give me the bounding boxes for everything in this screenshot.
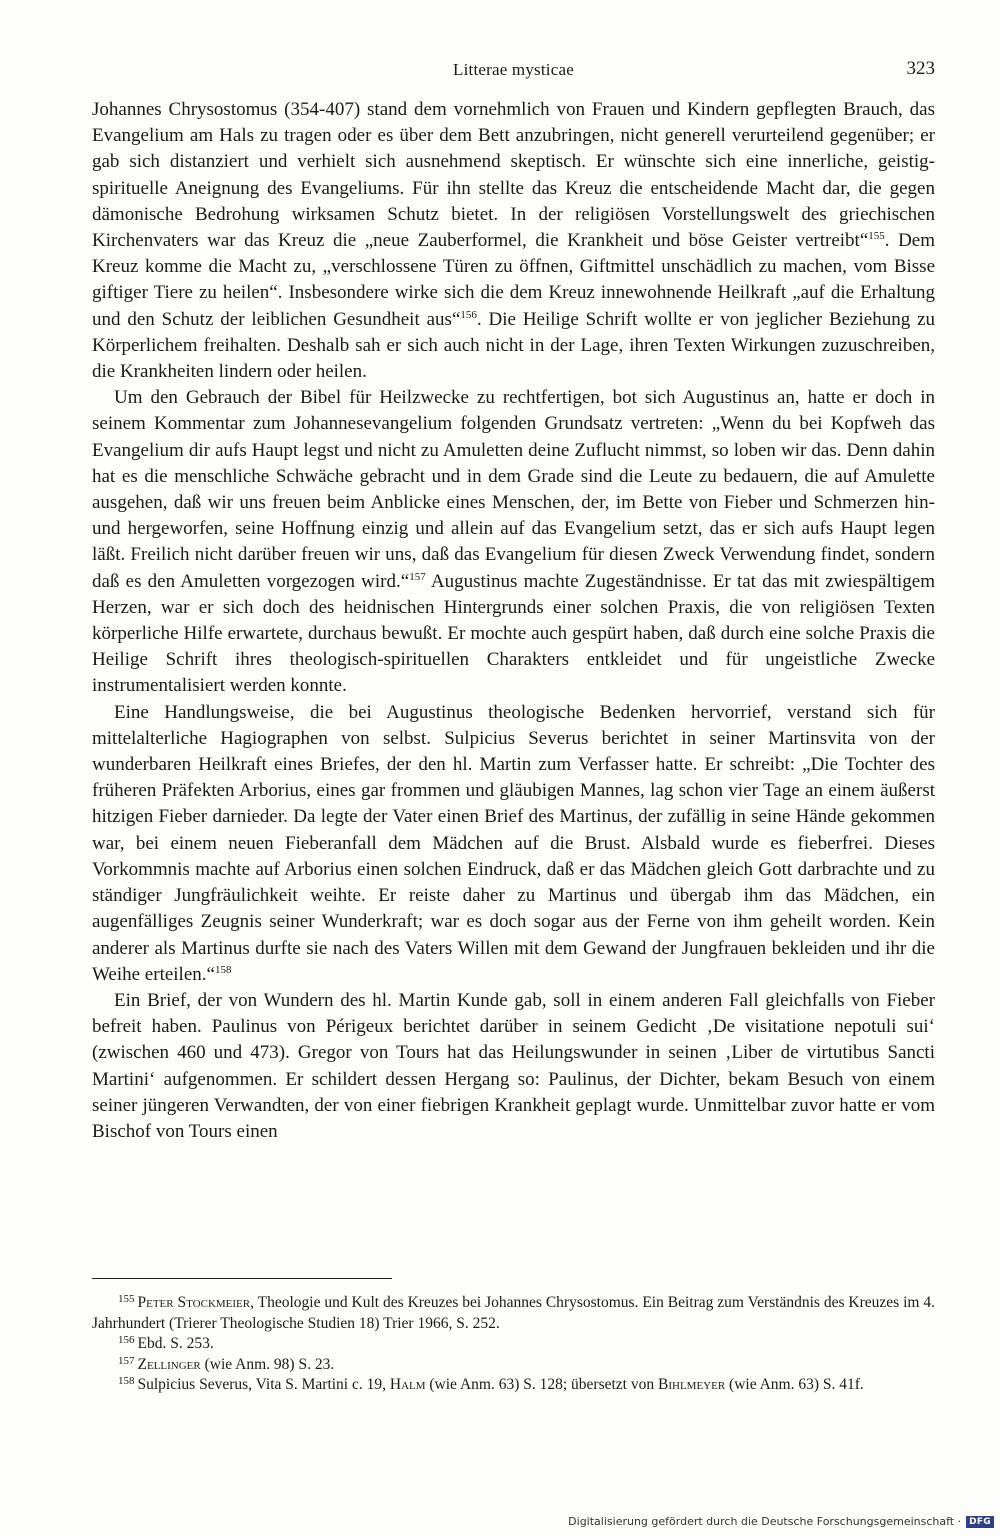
paragraph <box>92 385 935 699</box>
footnote-reference: 157 <box>409 570 426 583</box>
footnote-reference: 155 <box>868 230 885 243</box>
footnote-reference: 158 <box>214 963 232 976</box>
text-run: (wie Anm. 63) S. 41f. <box>725 1376 864 1394</box>
paragraph <box>92 97 935 385</box>
paragraph <box>92 700 935 988</box>
footnote-separator <box>92 1278 392 1279</box>
footnote <box>92 1355 935 1376</box>
text-run: Um den Gebrauch der Bibel für Heilzwecke zu rechtfertigen, bot sich Augustinus an, hatte er doch in seinem Kommentar zum Johannesevangelium folgenden Grundsatz vertreten: „Wenn du bei Kopfweh das Evangelium dir aufs Haupt legst und nicht zu Amuletten deine Zuflucht nimmst, so loben wir das. Denn dahin hat es die menschliche Schwäche gebracht und in dem Grade sind die Leute zu bedauern, die auf Amulette ausgehen, daß wir uns freuen beim Anblicke eines Menschen, der, im Bette von Fieber und Schmerzen hin- und hergeworfen, seine Hoffnung einzig und allein auf das Evangelium setzt, das er sich aufs Haupt legen läßt. Freilich nicht darüber freuen wir uns, daß das Evangelium für diesen Zweck Verwendung findet, sondern daß es den Amuletten vorgezogen wird.“ <box>92 387 935 592</box>
text-run: (wie Anm. 98) S. 23. <box>200 1355 335 1373</box>
credit-text: Digitalisierung gefördert durch die Deutsche Forschungsgemeinschaft · <box>568 1515 962 1528</box>
body-text <box>92 97 935 1145</box>
running-head <box>92 60 935 86</box>
digitization-credit <box>568 1515 994 1528</box>
text-run: Ein Brief, der von Wundern des hl. Martin Kunde gab, soll in einem anderen Fall gleichfalls von Fieber befreit haben. Paulinus von Périgeux berichtet darüber in seinem Gedicht ‚De visitatione nepotuli sui‘ (zwischen 460 und 473). Gregor von Tours hat das Heilungswunder in seinen ‚Liber de virtutibus Sancti Martini‘ aufgenommen. Er schildert dessen Hergang so: Paulinus, der Dichter, bekam Besuch von einem seiner jüngeren Verwandten, der von einer fiebrigen Krankheit geplagt wurde. Unmittelbar zuvor hatte er vom Bischof von Tours einen <box>92 989 935 1142</box>
paragraph <box>92 988 935 1145</box>
footnote-number: 158 <box>118 1375 135 1388</box>
footnote-reference: 156 <box>460 308 477 321</box>
author-name: Halm <box>389 1376 426 1394</box>
footnote-number: 155 <box>118 1293 135 1305</box>
page-number: 323 <box>906 58 935 79</box>
footnote-number: 156 <box>118 1334 135 1347</box>
text-run: Eine Handlungsweise, die bei Augustinus theologische Bedenken hervorrief, verstand sich für mittelalterliche Hagiographen von selbst. Sulpicius Severus berichtet in seiner Martinsvita von der wunderbaren Heilkraft eines Briefes, der den hl. Martin zum Verfasser hatte. Er schreibt: „Die Tochter des früheren Präfekten Arborius, eines gar frommen und gläubigen Mannes, lag schon vier Tage an einem äußerst hitzigen Fieber darnieder. Da legte der Vater einen Brief des Martinus, der zufällig in seine Hände gekommen war, bei einem neuen Fieberanfall dem Mädchen auf die Brust. Alsbald wurde es fieberfrei. Dieses Vorkommnis machte auf Arborius einen solchen Eindruck, daß er das Mädchen gleich Gott darbrachte und zu ständiger Jungfräulichkeit weihte. Er reiste daher zu Martinus und übergab ihm das Mädchen, ein augenfälliges Zeugnis seiner Wunderkraft; war es doch sogar aus der Ferne von ihm geheilt worden. Kein anderer als Martinus durfte sie nach des Vaters Willen mit dem Gewand der Jungfrauen bekleiden und ihr die Weihe erteilen.“ <box>92 701 935 985</box>
text-run: . Dem Kreuz komme die Macht zu, „verschlossene Türen zu öffnen, Giftmittel unschädlich zu machen, vom Bisse giftiger Tiere zu heilen“. Insbesondere wirke sich die dem Kreuz innewohnende Heilkraft „auf die Erhaltung und den Schutz der leiblichen Gesundheit aus“ <box>92 230 935 330</box>
author-name: Peter Stockmeier <box>137 1294 251 1311</box>
footnote <box>92 1293 935 1334</box>
text-run: Augustinus machte Zugeständnisse. Er tat das mit zwiespältigem Herzen, war er sich doch des heidnischen Hintergrunds einer solchen Praxis, die von religiösen Texten körperliche Hilfe erwartete, durchaus bewußt. Er mochte auch gespürt haben, daß durch eine solche Praxis die Heilige Schrift ihres theologisch-spirituellen Charakters entkleidet und für ungeistliche Zwecke instrumentalisiert werden konnte. <box>92 570 935 697</box>
footnote <box>92 1375 935 1396</box>
text-run: (wie Anm. 63) S. 128; übersetzt von <box>425 1376 658 1394</box>
text-run: , Theologie und Kult des Kreuzes bei Johannes Chrysostomus. Ein Beitrag zum Verständnis des Kreuzes im 4. Jahrhundert (Trierer Theologische Studien 18) Trier 1966, S. 252. <box>92 1294 936 1332</box>
running-title: Litterae mysticae <box>453 60 574 79</box>
footnote-number: 157 <box>118 1354 135 1367</box>
text-run: . Die Heilige Schrift wollte er von jeglicher Beziehung zu Körperlichem freihalten. Deshalb sah er sich auch nicht in der Lage, ihren Texten Wirkungen zuzuschreiben, die Krankheiten lindern oder heilen. <box>92 308 936 383</box>
author-name: Bihlmeyer <box>658 1376 726 1394</box>
text-run: Sulpicius Severus, Vita S. Martini c. 19, <box>137 1376 390 1394</box>
dfg-logo: DFG <box>966 1516 994 1528</box>
author-name: Zellinger <box>137 1355 201 1373</box>
text-run: Ebd. S. 253. <box>137 1335 214 1353</box>
footnote <box>92 1334 935 1355</box>
text-run: Johannes Chrysostomus (354-407) stand dem vornehmlich von Frauen und Kindern gepflegten Brauch, das Evangelium am Hals zu tragen oder es über dem Bett anzubringen, nicht generell verurteilend gegenüber; er gab sich distanziert und verhielt sich ausnehmend skeptisch. Er wünschte sich eine innerliche, geistig-spirituelle Aneignung des Evangeliums. Für ihn stellte das Kreuz die entscheidende Macht dar, die gegen dämonische Bedrohung wirksamen Schutz bietet. In der religiösen Vorstellungswelt des griechischen Kirchenvaters war das Kreuz die „neue Zauberformel, die Krankheit und böse Geister vertreibt“ <box>92 99 935 252</box>
footnotes <box>92 1293 935 1396</box>
